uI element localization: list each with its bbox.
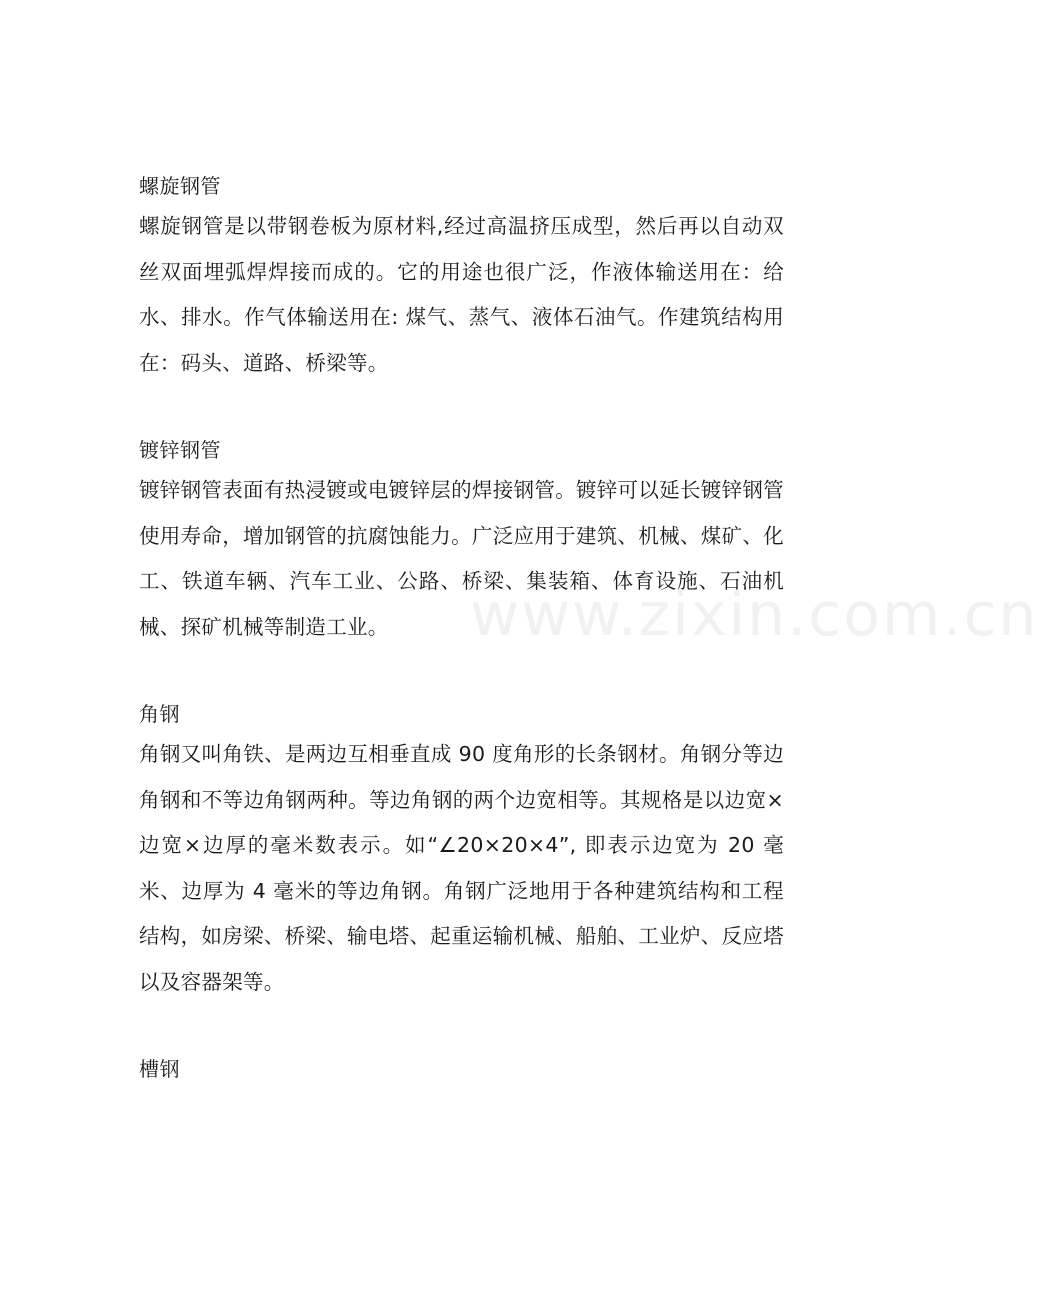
- section-spiral-steel-pipe: [139, 168, 784, 386]
- section-paragraph: 角钢又叫角铁、是两边互相垂直成 90 度角形的长条钢材。角钢分等边角钢和不等边角钢两种。等边角钢的两个边宽相等。其规格是以边宽×边宽×边厚的毫米数表示。如“∠20×20×4”, 即表示边宽为 20 毫米、边厚为 4 毫米的等边角钢。角钢广泛地用于各种建筑结构和工程结构，如房梁、桥梁、输电塔、起重运输机械、船舶、工业炉、反应塔以及容器架等。: [139, 742, 784, 994]
- section-paragraph: 螺旋钢管是以带钢卷板为原材料,经过高温挤压成型，然后再以自动双丝双面埋弧焊焊接而成的。它的用途也很广泛，作液体输送用在：给水、排水。作气体输送用在: 煤气、蒸气、液体石油气。作建筑结构用在：码头、道路、桥梁等。: [139, 214, 784, 375]
- section-spacer: [139, 650, 784, 696]
- document-body: [139, 168, 784, 1087]
- section-heading: 槽钢: [139, 1057, 180, 1081]
- section-heading: 螺旋钢管: [139, 174, 221, 198]
- section-spacer: [139, 386, 784, 432]
- section-paragraph: 镀锌钢管表面有热浸镀或电镀锌层的焊接钢管。镀锌可以延长镀锌钢管使用寿命，增加钢管的抗腐蚀能力。广泛应用于建筑、机械、煤矿、化工、铁道车辆、汽车工业、公路、桥梁、集装箱、体育设施、石油机械、探矿机械等制造工业。: [139, 478, 784, 639]
- watermark: www.zixin.com.cn: [470, 580, 1038, 650]
- section-heading: 镀锌钢管: [139, 438, 221, 462]
- section-angle-steel: [139, 696, 784, 1005]
- section-heading: 角钢: [139, 702, 180, 726]
- section-channel-steel: [139, 1051, 784, 1087]
- section-galvanized-steel-pipe: [139, 432, 784, 650]
- section-spacer: [139, 1005, 784, 1051]
